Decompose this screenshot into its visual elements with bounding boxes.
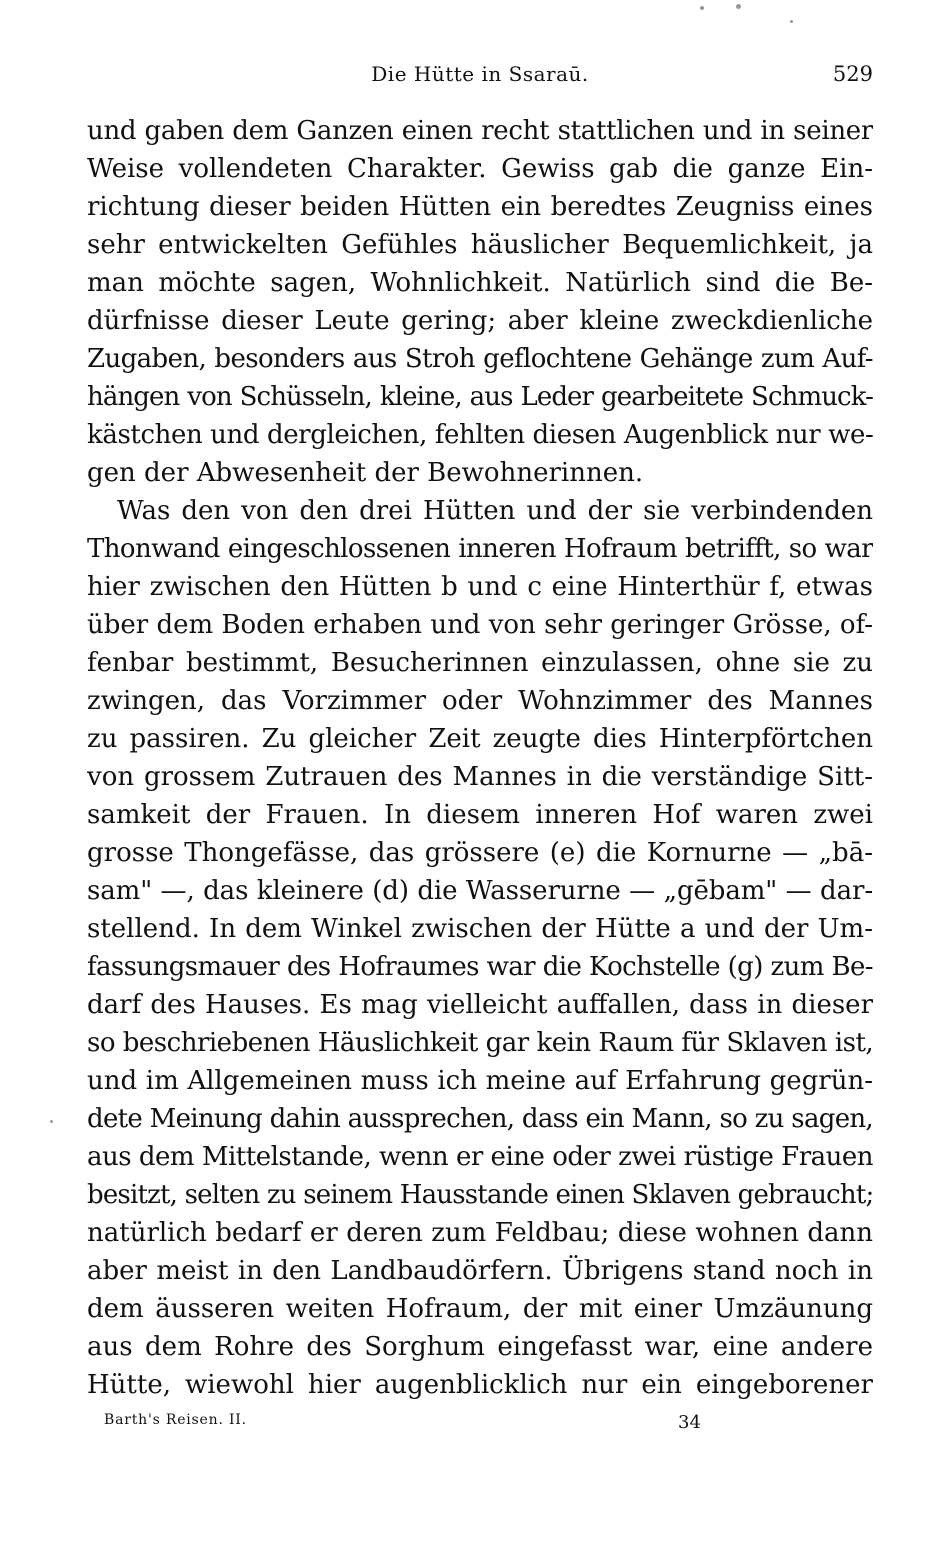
text-line: zu passiren. Zu gleicher Zeit zeugte dies Hinterpförtchen: [87, 724, 873, 754]
sheet-number: 34: [678, 1412, 701, 1433]
printer-signature: Barth's Reisen. II.: [104, 1412, 247, 1428]
text-line: von grossem Zutrauen des Mannes in die verständige Sitt-: [87, 762, 873, 792]
text-line: darf des Hauses. Es mag vielleicht auffallen, dass in dieser: [87, 990, 873, 1020]
text-line: so beschriebenen Häuslichkeit gar kein Raum für Sklaven ist,: [87, 1028, 873, 1058]
text-line: hier zwischen den Hütten b und c eine Hinterthür f, etwas: [87, 572, 873, 602]
text-line: Zugaben, besonders aus Stroh geflochtene Gehänge zum Auf-: [87, 344, 873, 374]
text-line: sehr entwickelten Gefühles häuslicher Bequemlichkeit, ja: [87, 230, 873, 260]
text-line: dürfnisse dieser Leute gering; aber kleine zweckdienliche: [87, 306, 873, 336]
text-line: gen der Abwesenheit der Bewohnerinnen.: [87, 458, 644, 488]
text-line: Was den von den drei Hütten und der sie verbindenden: [117, 496, 873, 526]
text-line: und gaben dem Ganzen einen recht stattlichen und in seiner: [87, 116, 873, 146]
text-line: zwingen, das Vorzimmer oder Wohnzimmer des Mannes: [87, 686, 873, 716]
text-line: fenbar bestimmt, Besucherinnen einzulassen, ohne sie zu: [87, 648, 873, 678]
text-line: aber meist in den Landbaudörfern. Übrigens stand noch in: [87, 1256, 873, 1286]
text-line: Weise vollendeten Charakter. Gewiss gab die ganze Ein-: [87, 154, 873, 184]
text-line: natürlich bedarf er deren zum Feldbau; diese wohnen dann: [87, 1218, 873, 1248]
text-line: sam" —, das kleinere (d) die Wasserurne — „gēbam" — dar-: [87, 876, 873, 906]
page-number: 529: [832, 62, 873, 86]
paragraph: [87, 112, 873, 492]
text-line: Thonwand eingeschlossenen inneren Hofraum betrifft, so war: [87, 534, 873, 564]
print-speck: [736, 4, 741, 9]
text-line: stellend. In dem Winkel zwischen der Hütte a und der Um-: [87, 914, 873, 944]
print-speck: [50, 1120, 53, 1123]
text-line: und im Allgemeinen muss ich meine auf Erfahrung gegrün-: [87, 1066, 873, 1096]
text-line: fassungsmauer des Hofraumes war die Kochstelle (g) zum Be-: [87, 952, 873, 982]
text-line: kästchen und dergleichen, fehlten diesen Augenblick nur we-: [87, 420, 873, 450]
print-speck: [790, 20, 793, 23]
text-line: Hütte, wiewohl hier augenblicklich nur ein eingeborener: [87, 1370, 873, 1400]
running-title: Die Hütte in Ssaraū.: [371, 62, 589, 86]
paragraph: [87, 492, 873, 1404]
text-line: hängen von Schüsseln, kleine, aus Leder gearbeitete Schmuck-: [87, 382, 873, 412]
page-header: [87, 62, 873, 92]
text-line: dete Meinung dahin aussprechen, dass ein Mann, so zu sagen,: [87, 1104, 873, 1134]
text-line: richtung dieser beiden Hütten ein beredtes Zeugniss eines: [87, 192, 873, 222]
page-footer: [104, 1412, 744, 1438]
text-line: man möchte sagen, Wohnlichkeit. Natürlich sind die Be-: [87, 268, 873, 298]
text-line: aus dem Rohre des Sorghum eingefasst war, eine andere: [87, 1332, 873, 1362]
print-speck: [700, 6, 704, 10]
text-line: besitzt, selten zu seinem Hausstande einen Sklaven gebraucht;: [87, 1180, 873, 1210]
text-line: dem äusseren weiten Hofraum, der mit einer Umzäunung: [87, 1294, 873, 1324]
text-line: über dem Boden erhaben und von sehr geringer Grösse, of-: [87, 610, 873, 640]
text-line: aus dem Mittelstande, wenn er eine oder zwei rüstige Frauen: [87, 1142, 873, 1172]
text-line: samkeit der Frauen. In diesem inneren Hof waren zwei: [87, 800, 873, 830]
body-text: [87, 112, 873, 1404]
text-line: grosse Thongefässe, das grössere (e) die Kornurne — „bā-: [87, 838, 873, 868]
